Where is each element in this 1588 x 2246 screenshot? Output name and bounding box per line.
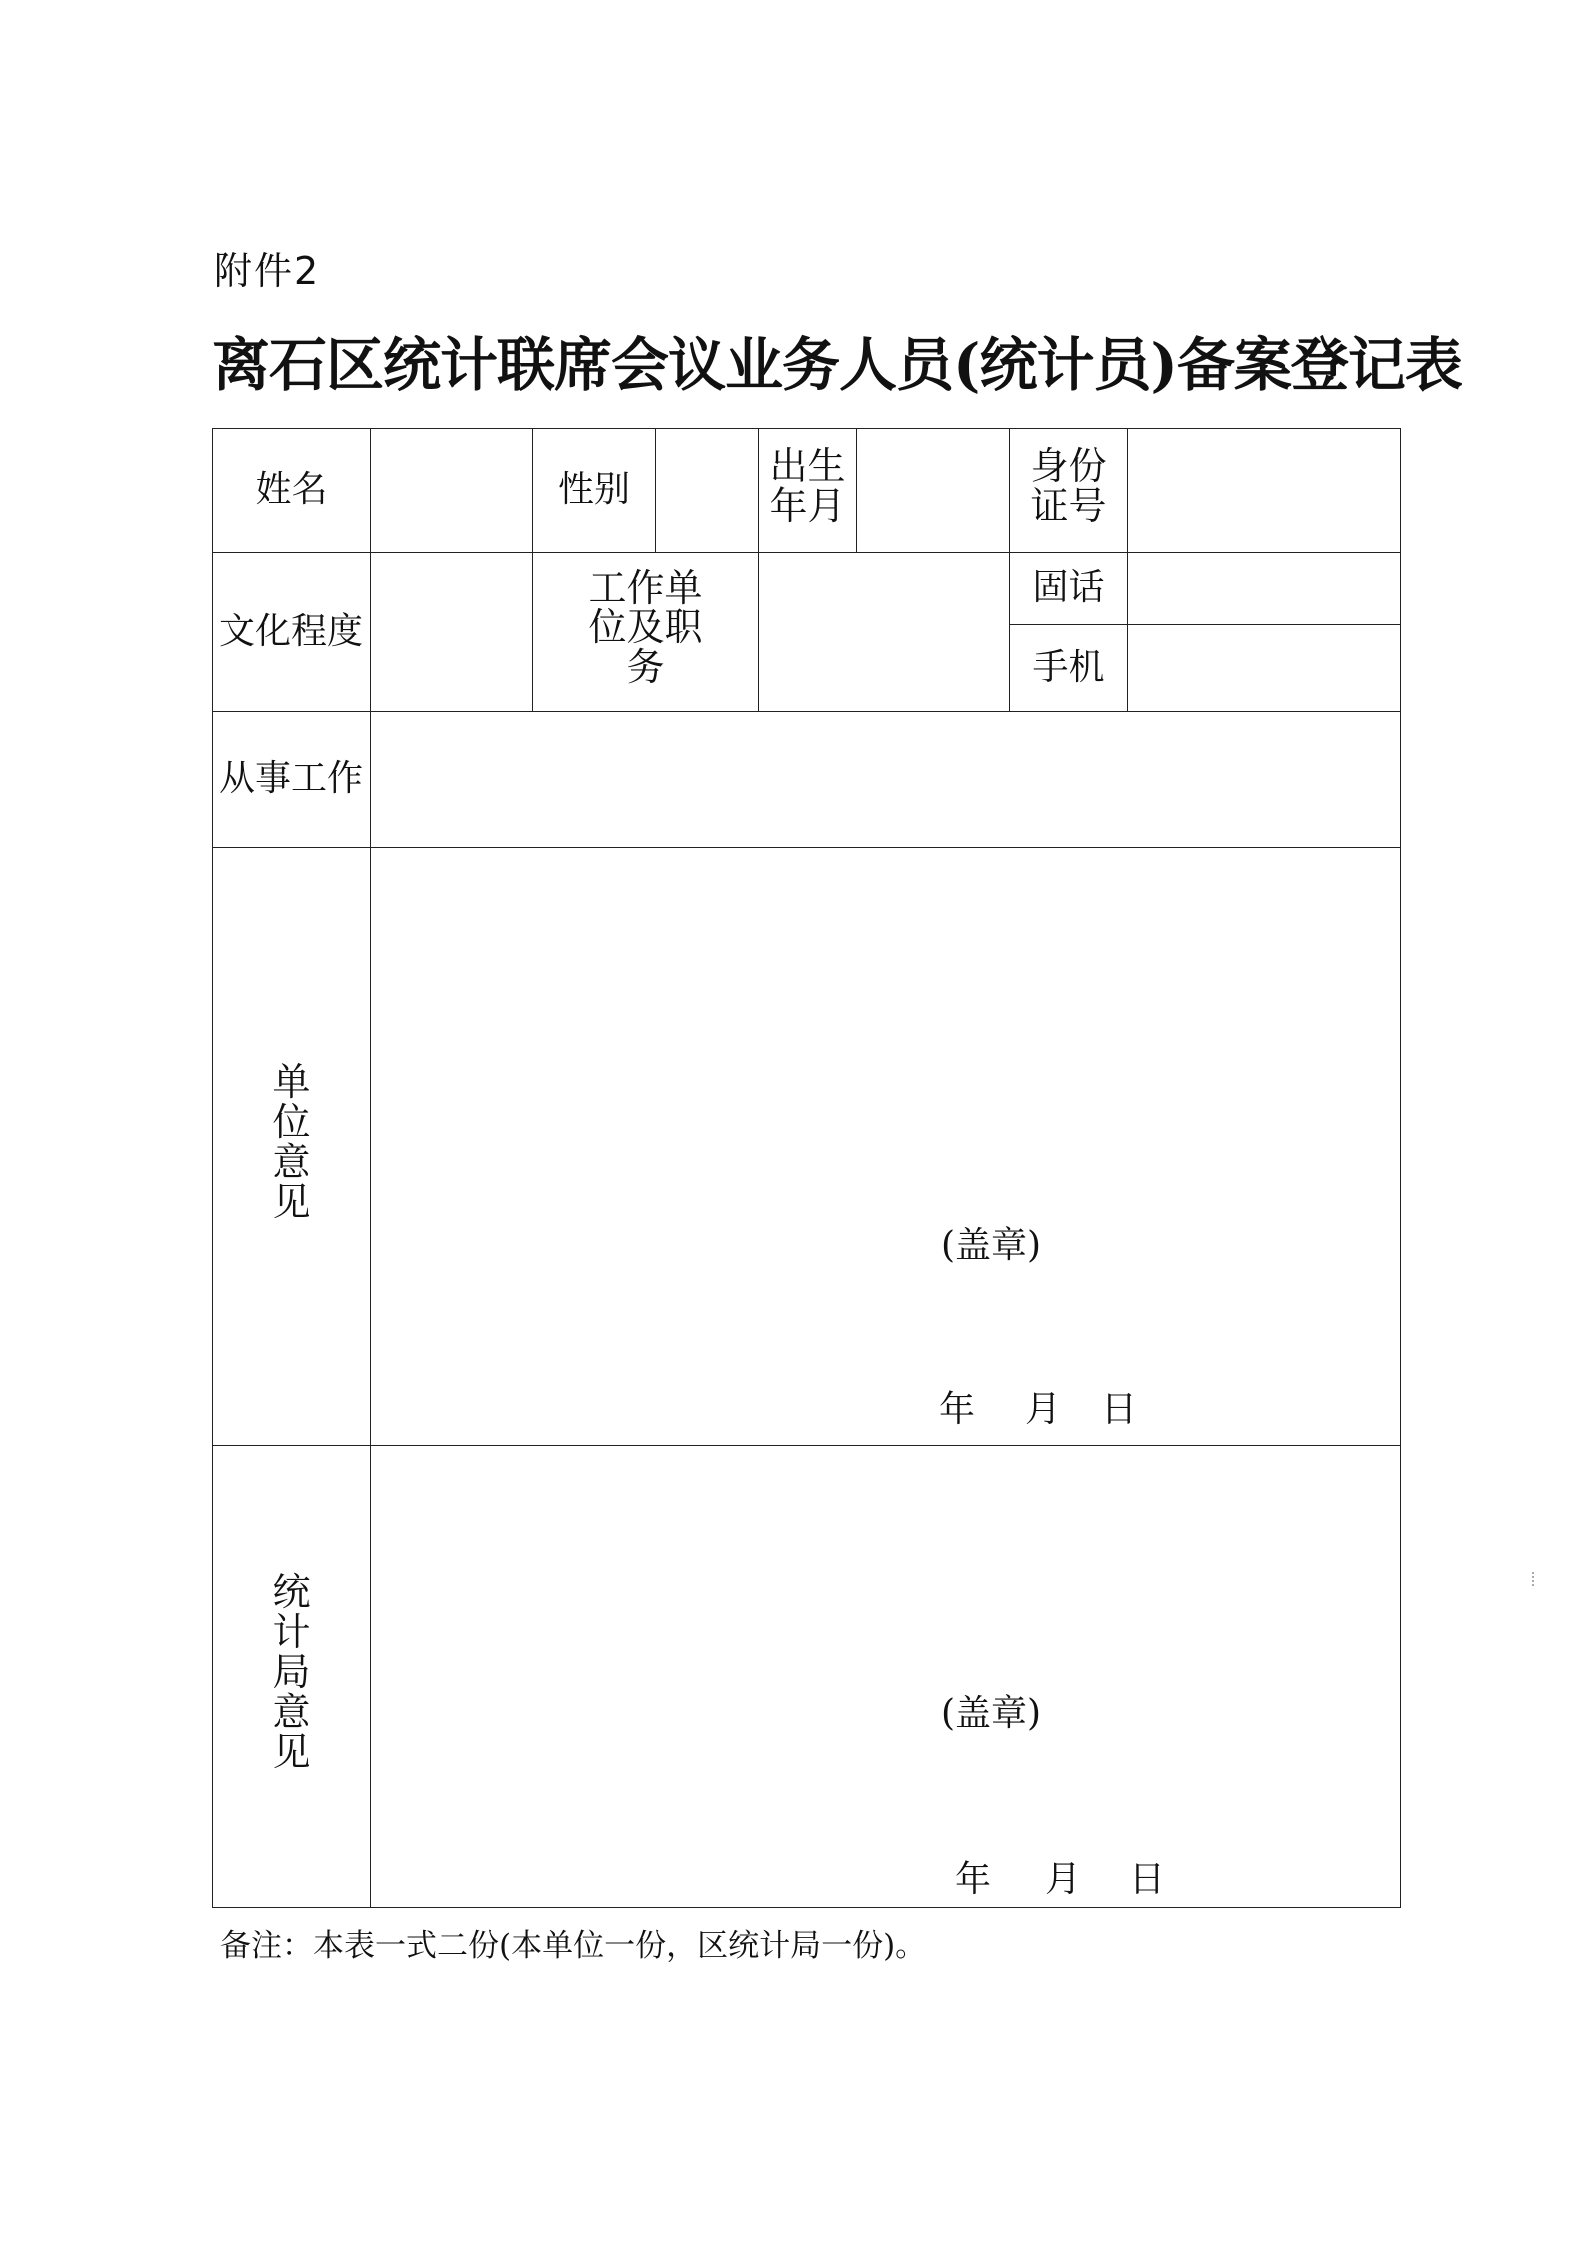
- bureau-date-line: [955, 1854, 1165, 1906]
- bureau-opinion-label-text: 统计局意见: [272, 1570, 311, 1774]
- unit-day-label: 日: [1101, 1389, 1138, 1430]
- form-row-basic-info: [213, 429, 1401, 553]
- unit-opinion-label-text: 单位意见: [272, 1060, 311, 1224]
- workplace-label: [533, 553, 759, 712]
- id-value-cell[interactable]: [1128, 429, 1401, 553]
- id-label-text: 身份证号: [1030, 443, 1107, 528]
- unit-year-label: 年: [939, 1389, 976, 1430]
- mobile-label: 手机: [1010, 625, 1128, 712]
- workplace-value-cell[interactable]: [759, 553, 1010, 712]
- mobile-value-cell[interactable]: [1128, 625, 1401, 712]
- birth-label: [759, 429, 857, 553]
- name-value-cell[interactable]: [371, 429, 533, 553]
- unit-month-label: 月: [1025, 1389, 1062, 1430]
- name-label: 姓名: [213, 429, 371, 553]
- work-value-cell[interactable]: [371, 712, 1401, 848]
- gender-value-cell[interactable]: [656, 429, 759, 553]
- bureau-day-label: 日: [1129, 1859, 1166, 1900]
- birth-label-text: 出生年月: [769, 443, 846, 528]
- work-label: 从事工作: [213, 712, 371, 848]
- workplace-label-text: 工作单位及职务: [588, 565, 703, 690]
- education-value-cell[interactable]: [371, 553, 533, 712]
- gender-label: 性别: [533, 429, 656, 553]
- phone-value-cell[interactable]: [1128, 553, 1401, 625]
- unit-opinion-label: [213, 848, 371, 1446]
- form-row-education-phone: [213, 553, 1401, 625]
- education-label: 文化程度: [213, 553, 371, 712]
- bureau-stamp-text: (盖章): [941, 1693, 1042, 1734]
- edge-mark: [1532, 1572, 1536, 1586]
- phone-label: 固话: [1010, 553, 1128, 625]
- id-label: [1010, 429, 1128, 553]
- registration-form-table: [212, 428, 1401, 1908]
- footer-remark: 备注：本表一式二份(本单位一份，区统计局一份)。: [220, 1928, 927, 1964]
- birth-value-cell[interactable]: [857, 429, 1010, 553]
- unit-stamp-text: (盖章): [941, 1225, 1042, 1266]
- form-row-unit-opinion: [213, 848, 1401, 1446]
- form-row-work: [213, 712, 1401, 848]
- document-title: 离石区统计联席会议业务人员(统计员)备案登记表: [212, 331, 1462, 399]
- bureau-year-label: 年: [955, 1859, 992, 1900]
- bureau-opinion-label: [213, 1446, 371, 1908]
- unit-date-line: [939, 1384, 1137, 1436]
- bureau-month-label: 月: [1045, 1859, 1082, 1900]
- form-row-bureau-opinion: [213, 1446, 1401, 1908]
- attachment-label: 附件2: [214, 249, 321, 293]
- unit-opinion-cell[interactable]: [371, 848, 1401, 1446]
- bureau-opinion-cell[interactable]: [371, 1446, 1401, 1908]
